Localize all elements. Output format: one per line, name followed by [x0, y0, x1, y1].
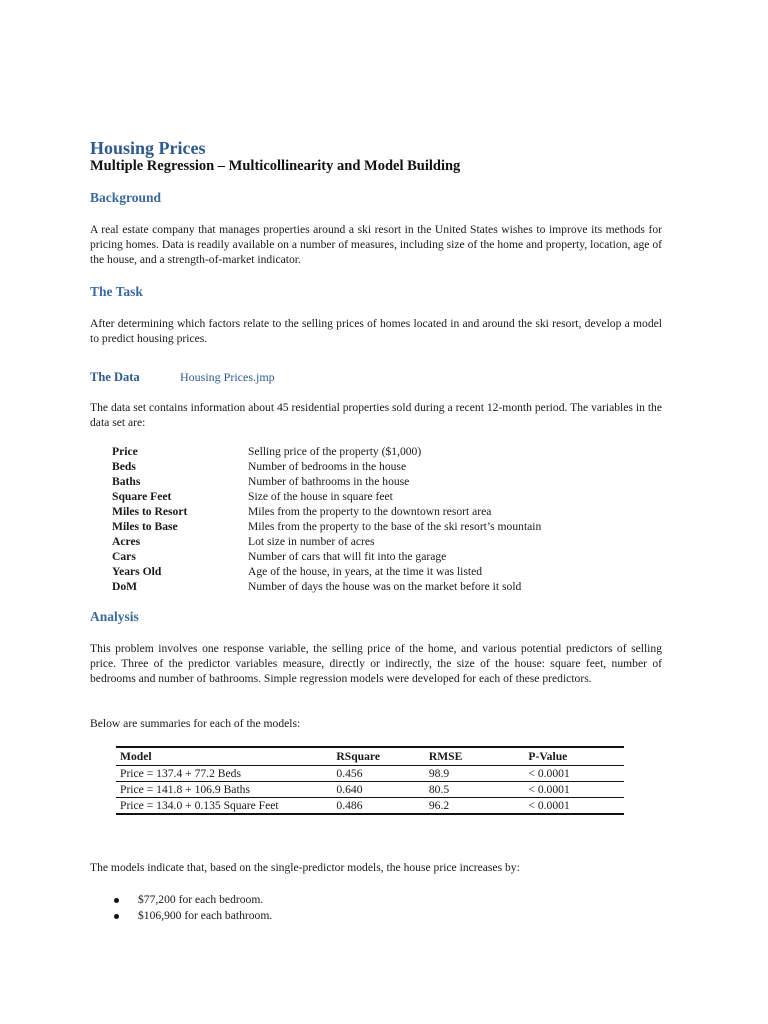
table-row	[116, 798, 624, 815]
variable-description: Number of cars that will fit into the garage	[248, 550, 447, 563]
conclusion-bullets	[112, 892, 272, 924]
variable-name: Cars	[112, 550, 136, 563]
variable-row	[112, 579, 652, 594]
variable-name: Miles to Resort	[112, 505, 188, 518]
variable-description: Number of bathrooms in the house	[248, 475, 410, 488]
bullet-text: $106,900 for each bathroom.	[138, 909, 273, 922]
header-model: Model	[116, 747, 332, 766]
variables-list	[112, 444, 652, 594]
analysis-paragraph: This problem involves one response variable, the selling price of the home, and various potential predictors of selling price. Three of the predictor variables measure, directly or indirectly, the size of the house: square feet, number of bedrooms and number of bathrooms. Simple regression models were developed for each of these predictors.	[90, 642, 662, 685]
bullet-item	[112, 892, 272, 908]
task-paragraph: After determining which factors relate to the selling prices of homes located in and around the ski resort, develop a model to predict housing prices.	[90, 317, 662, 345]
variable-row	[112, 549, 652, 564]
bullet-text: $77,200 for each bedroom.	[138, 893, 264, 906]
conclusion-paragraph: The models indicate that, based on the single-predictor models, the house price increases by:	[90, 861, 520, 874]
analysis-heading: Analysis	[90, 609, 139, 624]
table-cell: 96.2	[425, 798, 525, 815]
table-cell: 0.486	[332, 798, 424, 815]
bullet-icon	[114, 898, 119, 903]
header-rmse: RMSE	[425, 747, 525, 766]
variable-row	[112, 489, 652, 504]
variable-row	[112, 459, 652, 474]
variable-description: Selling price of the property ($1,000)	[248, 445, 422, 458]
table-cell: < 0.0001	[524, 798, 624, 815]
variable-description: Age of the house, in years, at the time it was listed	[248, 565, 483, 578]
bullet-icon	[114, 914, 119, 919]
models-table	[116, 746, 624, 815]
variable-description: Number of days the house was on the market before it sold	[248, 580, 522, 593]
variable-name: Beds	[112, 460, 136, 473]
task-heading: The Task	[90, 284, 143, 299]
table-row	[116, 766, 624, 782]
table-cell: 0.456	[332, 766, 424, 782]
background-paragraph: A real estate company that manages properties around a ski resort in the United States wishes to improve its methods for pricing homes. Data is readily available on a number of measures, including size of the home and property, location, age of the house, and a strength-of-market indicator.	[90, 223, 662, 266]
variable-name: Baths	[112, 475, 141, 488]
variable-row	[112, 519, 652, 534]
data-paragraph: The data set contains information about 45 residential properties sold during a recent 12-month period. The variables in the data set are:	[90, 401, 662, 429]
summary-intro: Below are summaries for each of the models:	[90, 717, 301, 730]
variable-name: Acres	[112, 535, 141, 548]
document-title: Housing Prices	[90, 138, 206, 158]
table-cell: 0.640	[332, 782, 424, 798]
variable-description: Miles from the property to the base of the ski resort’s mountain	[248, 520, 542, 533]
variable-description: Miles from the property to the downtown resort area	[248, 505, 492, 518]
table-header-row	[116, 747, 624, 766]
table-cell: < 0.0001	[524, 766, 624, 782]
variable-name: DoM	[112, 580, 138, 593]
variable-row	[112, 564, 652, 579]
variable-description: Number of bedrooms in the house	[248, 460, 407, 473]
variable-name: Square Feet	[112, 490, 172, 503]
header-rsquare: RSquare	[332, 747, 424, 766]
variable-row	[112, 444, 652, 459]
variable-name: Miles to Base	[112, 520, 178, 533]
header-pvalue: P-Value	[524, 747, 624, 766]
variable-name: Price	[112, 445, 138, 458]
variable-name: Years Old	[112, 565, 162, 578]
table-cell: Price = 134.0 + 0.135 Square Feet	[116, 798, 332, 815]
table-cell: 98.9	[425, 766, 525, 782]
table-cell: Price = 137.4 + 77.2 Beds	[116, 766, 332, 782]
variable-row	[112, 504, 652, 519]
variable-description: Lot size in number of acres	[248, 535, 375, 548]
table-cell: 80.5	[425, 782, 525, 798]
table-row	[116, 782, 624, 798]
data-file-name: Housing Prices.jmp	[180, 370, 275, 384]
variable-row	[112, 474, 652, 489]
data-heading: The Data	[90, 370, 140, 384]
table-cell: Price = 141.8 + 106.9 Baths	[116, 782, 332, 798]
background-heading: Background	[90, 190, 162, 205]
bullet-item	[112, 908, 272, 924]
table-cell: < 0.0001	[524, 782, 624, 798]
document-subtitle: Multiple Regression – Multicollinearity and Model Building	[90, 158, 461, 174]
variable-description: Size of the house in square feet	[248, 490, 393, 503]
variable-row	[112, 534, 652, 549]
